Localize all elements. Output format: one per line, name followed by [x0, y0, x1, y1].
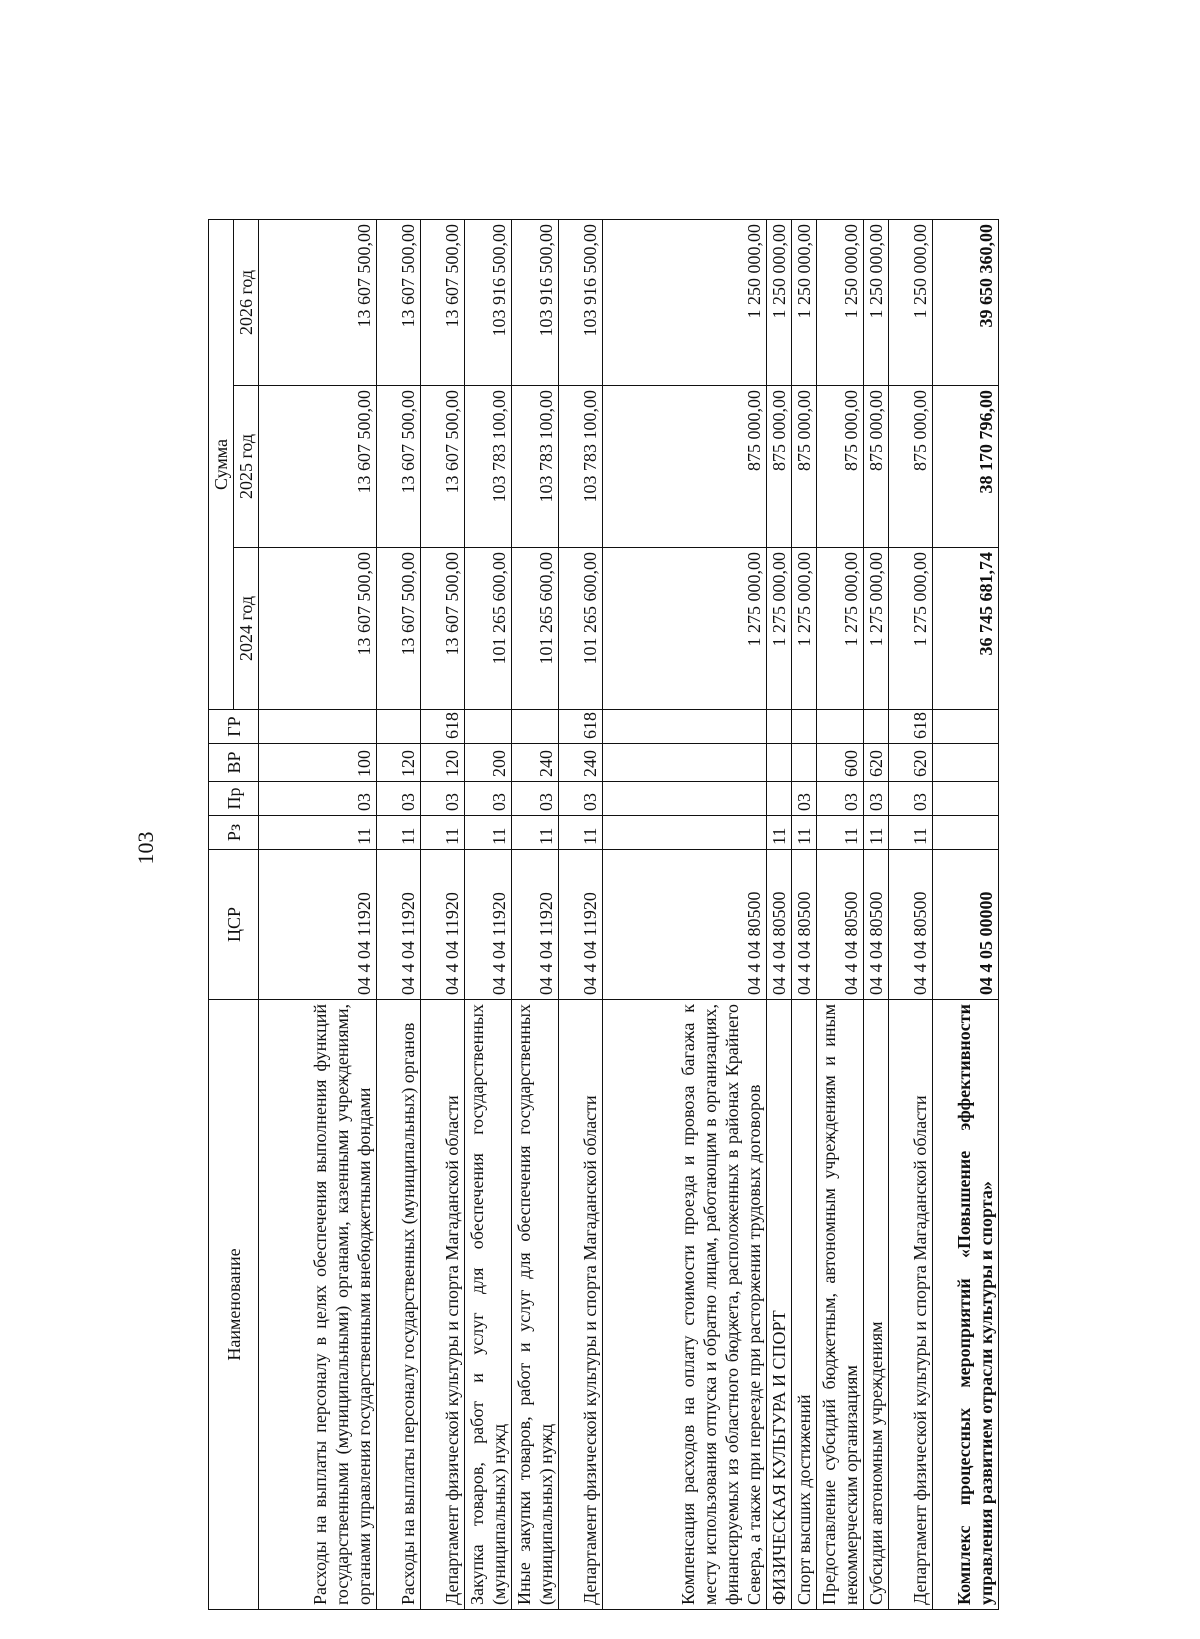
rotated-page	[208, 220, 998, 1610]
row-sum-2025: 875 000,00	[817, 386, 864, 548]
row-gr	[792, 710, 817, 744]
row-pr: 03	[512, 782, 559, 816]
row-vr: 620	[889, 744, 933, 782]
row-pr: 03	[377, 782, 421, 816]
row-sum-2024: 101 265 600,00	[512, 548, 559, 710]
table-row	[889, 219, 933, 1609]
row-vr	[603, 744, 767, 782]
row-csr: 04 4 04 80500	[792, 850, 817, 1000]
row-name: Департамент физической культуры и спорта Магаданской области	[889, 1000, 933, 1610]
row-rz: 11	[817, 816, 864, 850]
row-sum-2026: 1 250 000,00	[817, 219, 864, 385]
row-sum-2026: 13 607 500,00	[259, 219, 377, 385]
row-sum-2025: 875 000,00	[603, 386, 767, 548]
table-row	[512, 219, 559, 1609]
row-gr: 618	[559, 710, 603, 744]
row-sum-2026: 13 607 500,00	[377, 219, 421, 385]
row-sum-2025: 13 607 500,00	[259, 386, 377, 548]
row-sum-2024: 1 275 000,00	[792, 548, 817, 710]
row-sum-2025: 103 783 100,00	[465, 386, 512, 548]
row-sum-2024: 36 745 681,74	[933, 548, 999, 710]
row-sum-2024: 1 275 000,00	[889, 548, 933, 710]
row-name: Предоставление субсидий бюджетным, автономным учреждениям и иным некоммерческим организациям	[817, 1000, 864, 1610]
row-pr: 03	[817, 782, 864, 816]
row-pr: 03	[465, 782, 512, 816]
table-row	[767, 219, 792, 1609]
row-gr: 618	[889, 710, 933, 744]
row-pr: 03	[259, 782, 377, 816]
row-name: Комплекс процессных мероприятий «Повышение эффективности управления развитием отрасли культуры и спорта»	[933, 1000, 999, 1610]
row-name: Департамент физической культуры и спорта Магаданской области	[421, 1000, 465, 1610]
row-vr: 100	[259, 744, 377, 782]
row-vr: 620	[864, 744, 889, 782]
row-sum-2026: 13 607 500,00	[421, 219, 465, 385]
row-pr: 03	[864, 782, 889, 816]
header-name: Наименование	[209, 1000, 259, 1610]
row-pr: 03	[559, 782, 603, 816]
row-csr: 04 4 04 11920	[377, 850, 421, 1000]
table-row	[259, 219, 377, 1609]
row-name: Субсидии автономным учреждениям	[864, 1000, 889, 1610]
row-name: Расходы на выплаты персоналу государственных (муниципальных) органов	[377, 1000, 421, 1610]
row-sum-2026: 1 250 000,00	[767, 219, 792, 385]
row-rz: 11	[421, 816, 465, 850]
header-2025: 2025 год	[234, 386, 259, 548]
row-gr	[767, 710, 792, 744]
row-gr	[465, 710, 512, 744]
row-gr	[864, 710, 889, 744]
row-sum-2024: 13 607 500,00	[259, 548, 377, 710]
row-gr	[817, 710, 864, 744]
row-vr	[792, 744, 817, 782]
table-row	[933, 219, 999, 1609]
row-rz: 11	[889, 816, 933, 850]
row-sum-2026: 103 916 500,00	[512, 219, 559, 385]
row-csr: 04 4 04 11920	[559, 850, 603, 1000]
row-csr: 04 4 04 11920	[259, 850, 377, 1000]
header-pr: Пр	[209, 782, 259, 816]
row-sum-2026: 103 916 500,00	[465, 219, 512, 385]
row-sum-2025: 38 170 796,00	[933, 386, 999, 548]
row-csr: 04 4 04 11920	[512, 850, 559, 1000]
row-sum-2024: 1 275 000,00	[603, 548, 767, 710]
row-sum-2024: 13 607 500,00	[421, 548, 465, 710]
table-row	[377, 219, 421, 1609]
header-csr: ЦСР	[209, 850, 259, 1000]
row-sum-2026: 1 250 000,00	[792, 219, 817, 385]
row-sum-2025: 875 000,00	[792, 386, 817, 548]
row-sum-2025: 875 000,00	[767, 386, 792, 548]
row-rz: 11	[767, 816, 792, 850]
row-csr: 04 4 04 11920	[421, 850, 465, 1000]
header-2024: 2024 год	[234, 548, 259, 710]
row-csr: 04 4 04 80500	[864, 850, 889, 1000]
row-sum-2025: 103 783 100,00	[559, 386, 603, 548]
row-name: Компенсация расходов на оплату стоимости проезда и провоза багажа к месту использования отпуска и обратно лицам, работающим в организациях, финансируемых из областного бюджета, расположенных в районах Крайнего Севера, а также при переезде при расторжении трудовых договоров	[603, 1000, 767, 1610]
row-sum-2026: 1 250 000,00	[603, 219, 767, 385]
header-vr: ВР	[209, 744, 259, 782]
row-pr	[767, 782, 792, 816]
row-sum-2024: 1 275 000,00	[767, 548, 792, 710]
budget-table	[208, 219, 999, 1610]
row-sum-2025: 13 607 500,00	[421, 386, 465, 548]
row-gr	[259, 710, 377, 744]
header-gr: ГР	[209, 710, 259, 744]
table-row	[817, 219, 864, 1609]
row-vr: 240	[512, 744, 559, 782]
row-pr: 03	[889, 782, 933, 816]
row-name: ФИЗИЧЕСКАЯ КУЛЬТУРА И СПОРТ	[767, 1000, 792, 1610]
table-row	[792, 219, 817, 1609]
row-vr: 600	[817, 744, 864, 782]
row-sum-2026: 1 250 000,00	[889, 219, 933, 385]
row-gr	[603, 710, 767, 744]
row-sum-2025: 875 000,00	[889, 386, 933, 548]
row-sum-2024: 101 265 600,00	[559, 548, 603, 710]
row-rz: 11	[377, 816, 421, 850]
row-name: Департамент физической культуры и спорта Магаданской области	[559, 1000, 603, 1610]
row-name: Расходы на выплаты персоналу в целях обеспечения выполнения функций государственными (муниципальными) органами, казенными учреждениями, органами управления государственными внебюджетными фондами	[259, 1000, 377, 1610]
row-pr: 03	[792, 782, 817, 816]
row-vr: 120	[421, 744, 465, 782]
row-pr: 03	[421, 782, 465, 816]
row-rz: 11	[259, 816, 377, 850]
row-name: Иные закупки товаров, работ и услуг для обеспечения государственных (муниципальных) нужд	[512, 1000, 559, 1610]
row-gr	[377, 710, 421, 744]
header-sum: Сумма	[209, 219, 234, 709]
row-gr	[933, 710, 999, 744]
row-vr: 240	[559, 744, 603, 782]
table-row	[465, 219, 512, 1609]
row-csr: 04 4 04 11920	[465, 850, 512, 1000]
table-row	[864, 219, 889, 1609]
row-pr	[933, 782, 999, 816]
row-vr	[767, 744, 792, 782]
row-sum-2024: 1 275 000,00	[817, 548, 864, 710]
table-body	[259, 219, 999, 1609]
row-sum-2024: 13 607 500,00	[377, 548, 421, 710]
row-csr: 04 4 04 80500	[767, 850, 792, 1000]
row-name: Спорт высших достижений	[792, 1000, 817, 1610]
row-vr: 120	[377, 744, 421, 782]
row-rz: 11	[512, 816, 559, 850]
row-csr: 04 4 04 80500	[889, 850, 933, 1000]
row-vr	[933, 744, 999, 782]
header-2026: 2026 год	[234, 219, 259, 385]
header-rz: Рз	[209, 816, 259, 850]
row-sum-2024: 1 275 000,00	[864, 548, 889, 710]
row-pr	[603, 782, 767, 816]
table-row	[559, 219, 603, 1609]
row-sum-2025: 103 783 100,00	[512, 386, 559, 548]
row-rz	[603, 816, 767, 850]
row-rz: 11	[864, 816, 889, 850]
row-sum-2025: 875 000,00	[864, 386, 889, 548]
row-name: Закупка товаров, работ и услуг для обеспечения государственных (муниципальных) нужд	[465, 1000, 512, 1610]
row-csr: 04 4 04 80500	[603, 850, 767, 1000]
row-gr: 618	[421, 710, 465, 744]
row-rz: 11	[559, 816, 603, 850]
row-sum-2026: 1 250 000,00	[864, 219, 889, 385]
row-rz: 11	[465, 816, 512, 850]
row-vr: 200	[465, 744, 512, 782]
table-row	[603, 219, 767, 1609]
row-sum-2024: 101 265 600,00	[465, 548, 512, 710]
row-gr	[512, 710, 559, 744]
table-row	[421, 219, 465, 1609]
row-rz: 11	[792, 816, 817, 850]
row-csr: 04 4 04 80500	[817, 850, 864, 1000]
row-sum-2025: 13 607 500,00	[377, 386, 421, 548]
row-sum-2026: 39 650 360,00	[933, 219, 999, 385]
row-csr: 04 4 05 00000	[933, 850, 999, 1000]
row-sum-2026: 103 916 500,00	[559, 219, 603, 385]
page-number: 103	[133, 831, 158, 865]
row-rz	[933, 816, 999, 850]
